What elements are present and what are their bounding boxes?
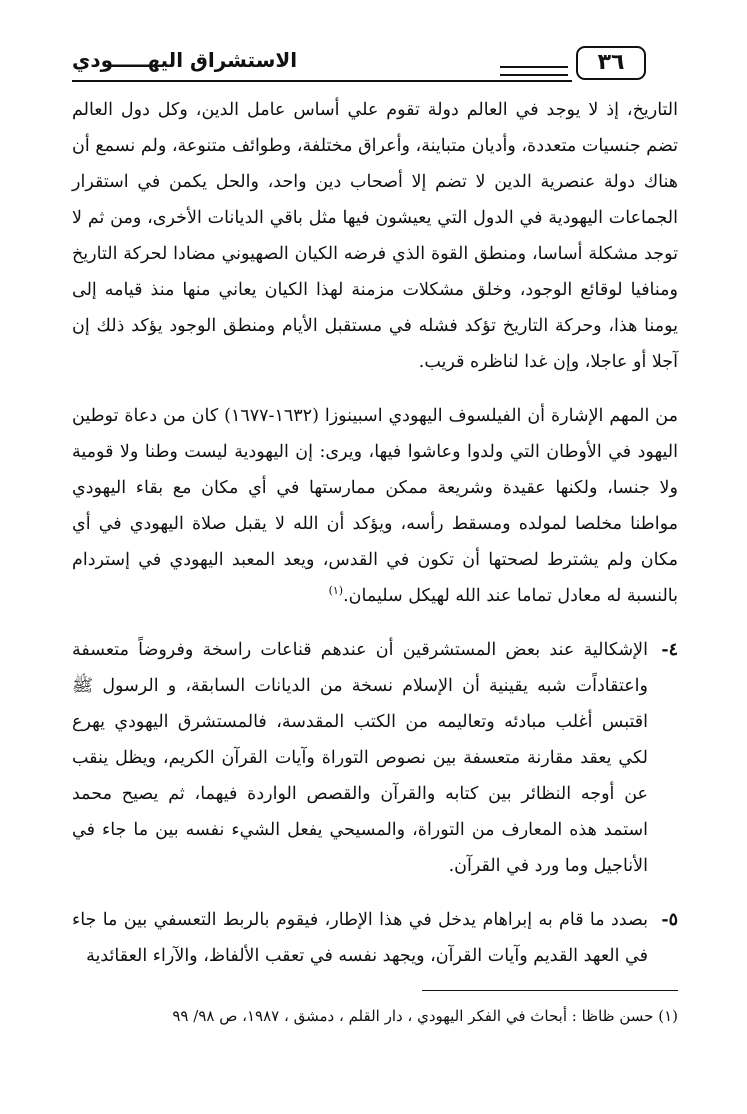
paragraph: التاريخ، إذ لا يوجد في العالم دولة تقوم علي أساس عامل الدين، وكل دول العالم تضم جنسيات متعددة، وأديان متباينة، وأعراق مختلفة، وطوائف متنوعة، ولم نسمع أن هناك دولة عنصرية الدين لا تضم إلا أصحاب دين واحد، والحل يكمن في استقرار الجماعات اليهودية في الدول التي يعيشون فيها مثل باقي الديانات الأخرى، ومن ثم لا توجد مشكلة أساسا، ومنطق القوة الذي فرضه الكيان الصهيوني مضادا لحركة التاريخ ومنافيا لوقائع الوجود، وخلق مشكلات مزمنة لهذا الكيان يعاني منها منذ قيامه إلى يومنا هذا، وحركة التاريخ تؤكد فشله في مستقبل الأيام ومنطق الوجود يؤكد ذلك إن آجلا أو عاجلا، وإن غدا لناظره قريب.: [72, 100, 678, 372]
list-item-text: بصدد ما قام به إبراهام يدخل في هذا الإطار، فيقوم بالربط التعسفي بين ما جاء في العهد القديم وآيات القرآن، ويجهد نفسه في تعقب الألفاظ، والآراء العقائدية: [72, 910, 648, 966]
paragraph-text: من المهم الإشارة أن الفيلسوف اليهودي اسبينوزا (١٦٣٢-١٦٧٧) كان من دعاة توطين اليهود في الأوطان التي ولدوا وعاشوا فيها، ويرى: إن اليهودية ليست وطنا ولا قومية ولا جنسا، ولكنها عقيدة وشريعة ممكن ممارستها في أي مكان مع بقاء اليهودي مواطنا مخلصا لمولده ومسقط رأسه، ويؤكد أن الله لا يقبل صلاة اليهودي في أي مكان ولم يشترط لصحتها أن تكون في القدس، ويعد المعبد اليهودي في إستردام بالنسبة له معادل تماما عند الله لهيكل سليمان.: [72, 406, 678, 606]
footnote-reference: (١): [328, 584, 344, 598]
header-ornament-lines: [500, 54, 568, 78]
footnote-separator: [422, 990, 678, 991]
body-text: [72, 92, 678, 992]
paragraph: [72, 398, 678, 614]
running-title: الاستشراق اليهـــــودي: [72, 48, 298, 72]
list-item-number: ٥-: [661, 910, 678, 930]
footnote: (١) حسن ظاظا : أبحاث في الفكر اليهودي ، دار القلم ، دمشق ، ١٩٨٧، ص ٩٨/ ٩٩: [172, 1007, 678, 1025]
list-item-number: ٤-: [661, 640, 678, 660]
header-rule: [72, 80, 572, 82]
list-item: [72, 902, 678, 974]
list-item-text: الإشكالية عند بعض المستشرقين أن عندهم قناعات راسخة وفروضاً متعسفة واعتقاداًت شبه يقينية أن الإسلام نسخة من الديانات السابقة، و الرسول ﷺ اقتبس أغلب مبادئه وتعاليمه من الكتب المقدسة، فالمستشرق اليهودي يهرع لكي يعقد مقارنة متعسفة بين نصوص التوراة وآيات القرآن الكريم، ويظل ينقب عن أوجه النظائر بين كتابه والقرآن والقصص الواردة فيهما، ثم يصيح محمد استمد هذه المعارف من التوراة، والمسيحي يفعل الشيء نفسه بين ما جاء في الأناجيل وما ورد في القرآن.: [72, 640, 648, 876]
page-header: [72, 46, 680, 82]
page-number: ٣٦: [576, 46, 646, 80]
list-item: [72, 632, 678, 884]
